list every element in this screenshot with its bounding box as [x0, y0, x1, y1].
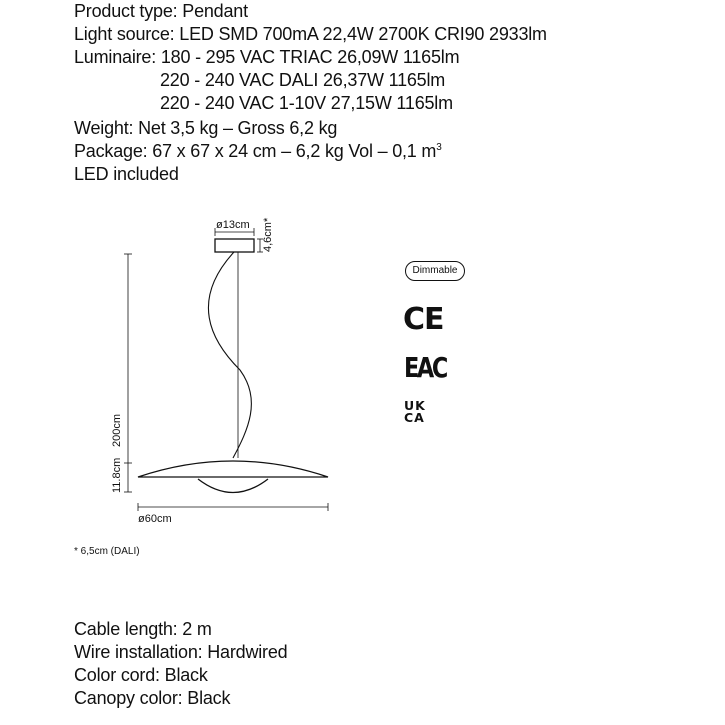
shade-height-label: 11.8cm	[111, 457, 123, 493]
spec-luminaire-dali: 220 - 240 VAC DALI 26,37W 1165lm	[160, 70, 446, 90]
total-height-label: 200cm	[111, 413, 123, 447]
ukca-mark-top: UK	[404, 398, 426, 413]
ce-mark-icon: CE	[403, 302, 444, 337]
detail-canopy-color: Canopy color: Black	[74, 688, 231, 708]
detail-color-cord: Color cord: Black	[74, 665, 208, 685]
spec-luminaire-1-10v: 220 - 240 VAC 1-10V 27,15W 1165lm	[160, 93, 453, 113]
shade-diameter-label: ø60cm	[138, 513, 172, 525]
lamp-shade	[138, 461, 328, 477]
spec-light-source: Light source: LED SMD 700mA 22,4W 2700K CRI90 2933lm	[74, 24, 547, 44]
spec-led-included: LED included	[74, 164, 179, 184]
spec-package-text: Package: 67 x 67 x 24 cm – 6,2 kg Vol – 0,1 m	[74, 141, 437, 161]
spec-luminaire-triac: Luminaire: 180 - 295 VAC TRIAC 26,09W 1165lm	[74, 47, 460, 67]
power-cord	[208, 252, 251, 458]
spec-package-superscript: 3	[436, 142, 442, 153]
canopy-shape	[215, 239, 254, 252]
ukca-mark-icon	[404, 400, 432, 424]
detail-cable-length: Cable length: 2 m	[74, 619, 212, 639]
eac-mark-icon: EAC	[404, 351, 446, 384]
spec-weight: Weight: Net 3,5 kg – Gross 6,2 kg	[74, 118, 338, 138]
dimmable-badge: Dimmable	[405, 261, 465, 281]
diffuser-dome	[198, 479, 268, 493]
canopy-height-label: 4,6cm*	[262, 217, 274, 252]
ukca-mark-bottom: CA	[404, 410, 425, 425]
canopy-diameter-label: ø13cm	[216, 219, 250, 231]
detail-wire-installation: Wire installation: Hardwired	[74, 642, 288, 662]
footnote-dali: * 6,5cm (DALI)	[74, 546, 140, 557]
spec-product-type: Product type: Pendant	[74, 1, 248, 21]
